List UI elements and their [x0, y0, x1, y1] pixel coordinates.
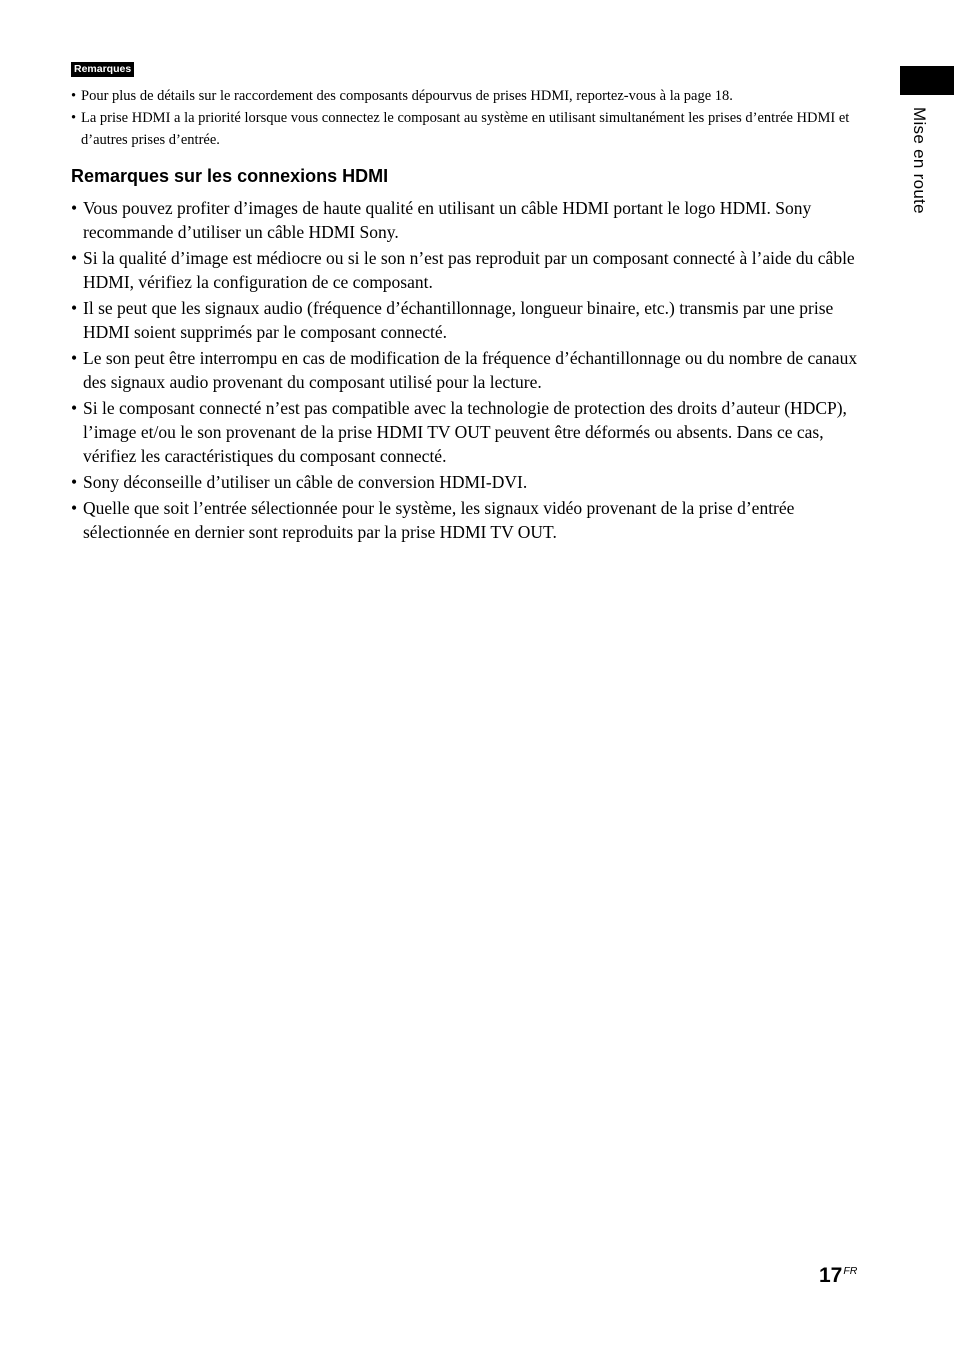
bullet: •: [71, 498, 78, 518]
bullet: •: [71, 248, 78, 268]
list-item-text: Vous pouvez profiter d’images de haute qualité en utilisant un câble HDMI portant le logo HDMI. Sony recommande d’utiliser un câble HDMI Sony.: [83, 198, 812, 242]
list-item-text: Il se peut que les signaux audio (fréquence d’échantillonnage, longueur binaire, etc.) transmis par une prise HDMI soient supprimés par le composant connecté.: [83, 298, 834, 342]
bullet: •: [71, 348, 78, 368]
bullet: •: [71, 198, 78, 218]
bullet: •: [71, 398, 78, 418]
page-language-suffix: FR: [843, 1265, 858, 1277]
page-number-value: 17: [819, 1264, 843, 1287]
bullet: •: [71, 298, 78, 318]
list-item: [71, 470, 863, 494]
bullet: •: [71, 472, 78, 492]
chapter-label: Mise en route: [910, 107, 929, 214]
notes-list: [71, 85, 861, 151]
list-item-text: Si le composant connecté n’est pas compatible avec la technologie de protection des droits d’auteur (HDCP), l’image et/ou le son provenant de la prise HDMI TV OUT peuvent être déformés ou absents. Dans ce cas, vérifiez les caractéristiques du composant connecté.: [83, 398, 847, 466]
note-text: La prise HDMI a la priorité lorsque vous connectez le composant au système en utilisant simultanément les prises d’entrée HDMI et d’autres prises d’entrée.: [81, 110, 850, 148]
note-text: Pour plus de détails sur le raccordement des composants dépourvus de prises HDMI, reportez-vous à la page 18.: [81, 88, 733, 104]
list-item: [71, 396, 863, 468]
page-number: [819, 1258, 857, 1289]
note-item: [71, 85, 861, 107]
list-item: [71, 196, 863, 244]
list-item-text: Le son peut être interrompu en cas de modification de la fréquence d’échantillonnage ou du nombre de canaux des signaux audio provenant du composant utilisé pour la lecture.: [83, 348, 858, 392]
list-item-text: Sony déconseille d’utiliser un câble de conversion HDMI-DVI.: [83, 472, 528, 492]
list-item: [71, 346, 863, 394]
list-item: [71, 246, 863, 294]
bullet: •: [71, 88, 77, 104]
notes-tag: Remarques: [71, 62, 134, 77]
bullet: •: [71, 110, 77, 126]
list-item: [71, 296, 863, 344]
list-item-text: Quelle que soit l’entrée sélectionnée pour le système, les signaux vidéo provenant de la prise d’entrée sélectionnée en dernier sont reproduits par la prise HDMI TV OUT.: [83, 498, 795, 542]
list-item: [71, 496, 863, 544]
list-item-text: Si la qualité d’image est médiocre ou si le son n’est pas reproduit par un composant connecté à l’aide du câble HDMI, vérifiez la configuration de ce composant.: [83, 248, 855, 292]
hdmi-notes-list: [71, 196, 863, 546]
section-heading: Remarques sur les connexions HDMI: [71, 166, 389, 186]
chapter-tab-marker: [900, 66, 954, 95]
note-item: [71, 107, 861, 151]
